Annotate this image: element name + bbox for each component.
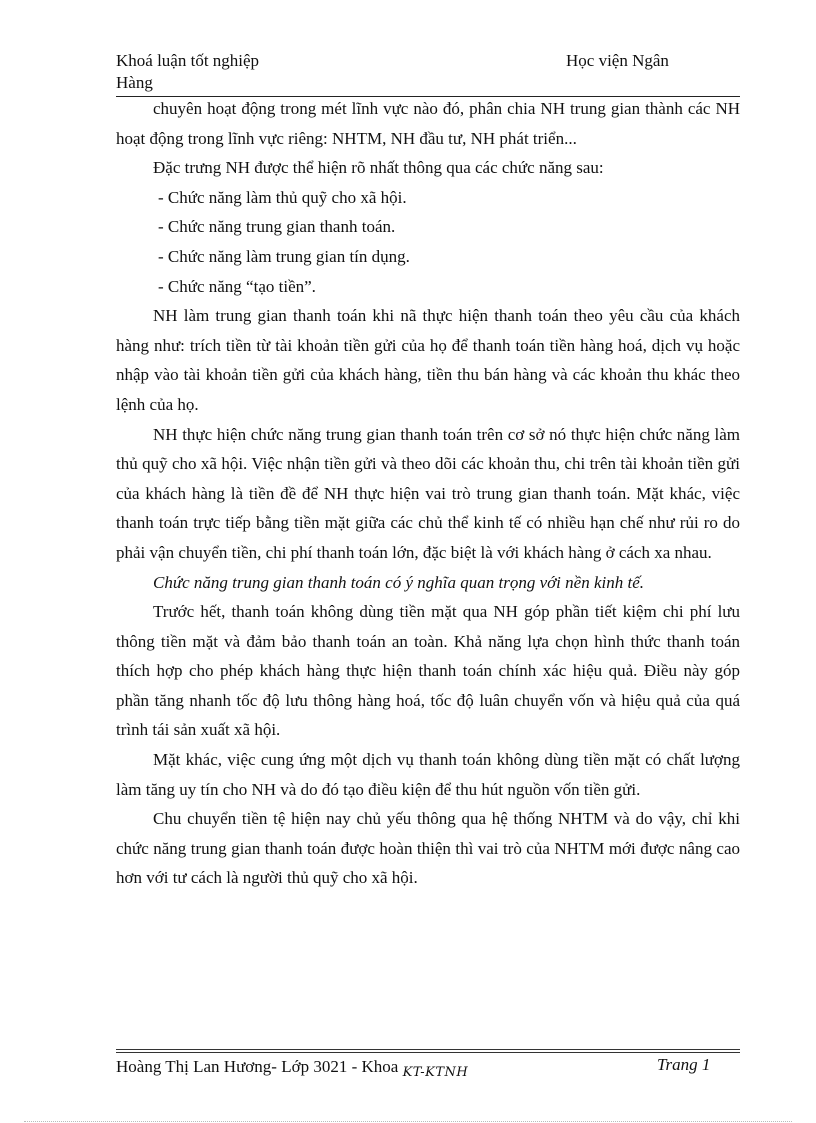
footer-rule: [116, 1049, 740, 1050]
footer-author-text: Hoàng Thị Lan Hương- Lớp 3021 - Khoa: [116, 1057, 399, 1076]
list-item: - Chức năng “tạo tiền”.: [158, 276, 316, 296]
footer-department: KT-KTNH: [402, 1065, 469, 1080]
paragraph: Trước hết, thanh toán không dùng tiền mặt qua NH góp phần tiết kiệm chi phí lưu thông tiền mặt và đảm bảo thanh toán an toàn. Khả năng lựa chọn hình thức thanh toán thích hợp cho phép khách hàng thực hiện thanh toán chính xác hiệu quả. Điều này góp phần tăng nhanh tốc độ lưu thông hàng hoá, tốc độ luân chuyển vốn và hiệu quả của quá trình tái sản xuất xã hội.: [116, 602, 740, 740]
footer-rule: [116, 1052, 740, 1053]
paragraph: Mặt khác, việc cung ứng một dịch vụ thanh toán không dùng tiền mặt có chất lượng làm tăng uy tín cho NH và do đó tạo điều kiện để thu hút nguồn vốn tiền gửi.: [116, 750, 740, 799]
header-title-line1: Khoá luận tốt nghiệp: [116, 51, 260, 70]
list-item: - Chức năng làm trung gian tín dụng.: [158, 246, 410, 266]
list-item: - Chức năng trung gian thanh toán.: [158, 217, 396, 237]
running-header-title: [116, 50, 259, 94]
paragraph: NH thực hiện chức năng trung gian thanh toán trên cơ sở nó thực hiện chức năng làm thủ quỹ cho xã hội. Việc nhận tiền gửi và theo dõi các khoản thu, chi trên tài khoản tiền gửi của khách hàng là tiền đề để NH thực hiện vai trò trung gian thanh toán. Mặt khác, việc thanh toán trực tiếp bằng tiền mặt giữa các chủ thể kinh tế có nhiều hạn chế như rủi ro do phải vận chuyển tiền, chi phí thanh toán lớn, đặc biệt là với khách hàng ở cách xa nhau.: [116, 424, 740, 562]
paragraph: Chu chuyển tiền tệ hiện nay chủ yếu thông qua hệ thống NHTM và do vậy, chỉ khi chức năng trung gian thanh toán được hoàn thiện thì vai trò của NHTM mới được nâng cao hơn với tư cách là người thủ quỹ cho xã hội.: [116, 809, 740, 888]
paragraph: NH làm trung gian thanh toán khi nã thực hiện thanh toán theo yêu cầu của khách hàng như: trích tiền từ tài khoản tiền gửi của họ để thanh toán tiền hàng hoá, dịch vụ hoặc nhập vào tài khoản tiền gửi của khách hàng, tiền thu bán hàng và các khoản thu khác theo lệnh của họ.: [116, 306, 740, 414]
paragraph: Đặc trưng NH được thể hiện rõ nhất thông qua các chức năng sau:: [153, 158, 604, 178]
list-item: - Chức năng làm thủ quỹ cho xã hội.: [158, 187, 407, 207]
page-edge: [24, 1121, 792, 1122]
paragraph-italic: Chức năng trung gian thanh toán có ý nghĩa quan trọng với nền kinh tế.: [153, 572, 644, 592]
document-body: [116, 94, 740, 893]
header-title-line2: Hàng: [116, 73, 153, 92]
footer-author: [116, 1056, 468, 1080]
header-institution: Học viện Ngân: [566, 51, 669, 70]
paragraph: chuyên hoạt động trong mét lĩnh vực nào đó, phân chia NH trung gian thành các NH hoạt động trong lĩnh vực riêng: NHTM, NH đầu tư, NH phát triển...: [116, 99, 740, 148]
page-number: Trang 1: [657, 1055, 711, 1074]
